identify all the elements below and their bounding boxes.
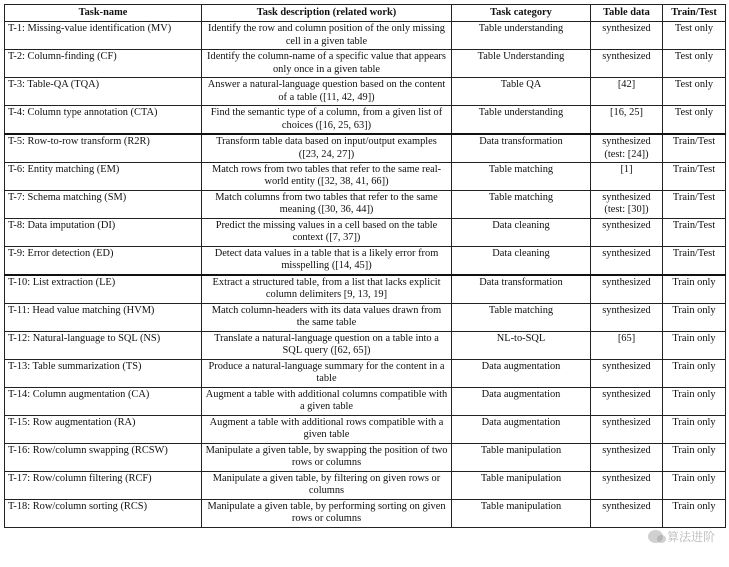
task-category-cell: Data transformation	[452, 134, 591, 162]
task-description-cell: Transform table data based on input/output examples ([23, 24, 27])	[202, 134, 452, 162]
task-category-cell: Table matching	[452, 191, 591, 219]
task-name-cell: T-6: Entity matching (EM)	[5, 163, 202, 191]
task-category-cell: Table matching	[452, 303, 591, 331]
task-category-cell: Table matching	[452, 163, 591, 191]
task-description-cell: Identify the column-name of a specific value that appears only once in a given table	[202, 50, 452, 78]
task-name-cell: T-15: Row augmentation (RA)	[5, 415, 202, 443]
train-test-cell: Train/Test	[663, 219, 726, 247]
task-category-cell: Data augmentation	[452, 359, 591, 387]
task-category-cell: Table understanding	[452, 106, 591, 134]
task-description-cell: Match rows from two tables that refer to the same real-world entity ([32, 38, 41, 66])	[202, 163, 452, 191]
task-name-cell: T-5: Row-to-row transform (R2R)	[5, 134, 202, 162]
train-test-cell: Train only	[663, 387, 726, 415]
task-category-cell: NL-to-SQL	[452, 331, 591, 359]
table-data-cell: synthesized	[591, 275, 663, 303]
table-row	[5, 22, 726, 50]
table-data-cell: synthesized	[591, 471, 663, 499]
table-data-cell: synthesized	[591, 50, 663, 78]
table-row	[5, 359, 726, 387]
task-name-cell: T-11: Head value matching (HVM)	[5, 303, 202, 331]
train-test-cell: Train/Test	[663, 191, 726, 219]
task-description-cell: Augment a table with additional columns compatible with a given table	[202, 387, 452, 415]
header-table-data: Table data	[591, 5, 663, 22]
table-row	[5, 275, 726, 303]
train-test-cell: Train only	[663, 275, 726, 303]
header-task-category: Task category	[452, 5, 591, 22]
table-data-cell: synthesized	[591, 303, 663, 331]
task-category-cell: Table QA	[452, 78, 591, 106]
task-category-cell: Data transformation	[452, 275, 591, 303]
table-row	[5, 331, 726, 359]
task-table	[4, 4, 726, 528]
table-data-cell: synthesized	[591, 387, 663, 415]
task-name-cell: T-14: Column augmentation (CA)	[5, 387, 202, 415]
train-test-cell: Train only	[663, 331, 726, 359]
table-row	[5, 163, 726, 191]
task-description-cell: Answer a natural-language question based on the content of a table ([11, 42, 49])	[202, 78, 452, 106]
table-row	[5, 134, 726, 162]
train-test-cell: Test only	[663, 50, 726, 78]
task-category-cell: Table manipulation	[452, 443, 591, 471]
task-description-cell: Match columns from two tables that refer to the same meaning ([30, 36, 44])	[202, 191, 452, 219]
task-description-cell: Augment a table with additional rows compatible with a given table	[202, 415, 452, 443]
table-data-cell: [42]	[591, 78, 663, 106]
table-row	[5, 415, 726, 443]
watermark-text: 算法进阶	[666, 530, 715, 544]
header-row	[5, 5, 726, 22]
table-row	[5, 303, 726, 331]
task-description-cell: Produce a natural-language summary for the content in a table	[202, 359, 452, 387]
task-description-cell: Manipulate a given table, by filtering on given rows or columns	[202, 471, 452, 499]
table-data-cell: synthesized	[591, 359, 663, 387]
task-name-cell: T-12: Natural-language to SQL (NS)	[5, 331, 202, 359]
task-category-cell: Table understanding	[452, 22, 591, 50]
task-description-cell: Match column-headers with its data values drawn from the same table	[202, 303, 452, 331]
header-task-description: Task description (related work)	[202, 5, 452, 22]
table-data-cell: synthesized	[591, 219, 663, 247]
task-name-cell: T-4: Column type annotation (CTA)	[5, 106, 202, 134]
task-name-cell: T-16: Row/column swapping (RCSW)	[5, 443, 202, 471]
train-test-cell: Test only	[663, 106, 726, 134]
task-category-cell: Data augmentation	[452, 415, 591, 443]
task-table-body	[5, 22, 726, 527]
task-category-cell: Table manipulation	[452, 471, 591, 499]
train-test-cell: Train only	[663, 471, 726, 499]
train-test-cell: Train/Test	[663, 163, 726, 191]
table-row	[5, 78, 726, 106]
table-row	[5, 471, 726, 499]
task-description-cell: Detect data values in a table that is a likely error from misspelling ([14, 45])	[202, 247, 452, 275]
train-test-cell: Test only	[663, 78, 726, 106]
task-description-cell: Identify the row and column position of the only missing cell in a given table	[202, 22, 452, 50]
train-test-cell: Train only	[663, 499, 726, 527]
table-data-cell: [16, 25]	[591, 106, 663, 134]
task-name-cell: T-3: Table-QA (TQA)	[5, 78, 202, 106]
train-test-cell: Train/Test	[663, 247, 726, 275]
task-description-cell: Find the semantic type of a column, from a given list of choices ([16, 25, 63])	[202, 106, 452, 134]
task-category-cell: Data cleaning	[452, 247, 591, 275]
task-description-cell: Manipulate a given table, by performing sorting on given rows or columns	[202, 499, 452, 527]
train-test-cell: Train only	[663, 359, 726, 387]
task-description-cell: Manipulate a given table, by swapping the position of two rows or columns	[202, 443, 452, 471]
task-name-cell: T-2: Column-finding (CF)	[5, 50, 202, 78]
task-name-cell: T-13: Table summarization (TS)	[5, 359, 202, 387]
task-name-cell: T-18: Row/column sorting (RCS)	[5, 499, 202, 527]
task-name-cell: T-17: Row/column filtering (RCF)	[5, 471, 202, 499]
task-category-cell: Table manipulation	[452, 499, 591, 527]
table-row	[5, 50, 726, 78]
table-row	[5, 387, 726, 415]
task-description-cell: Predict the missing values in a cell based on the table context ([7, 37])	[202, 219, 452, 247]
task-name-cell: T-8: Data imputation (DI)	[5, 219, 202, 247]
task-category-cell: Table Understanding	[452, 50, 591, 78]
table-data-cell: synthesized	[591, 415, 663, 443]
header-train-test: Train/Test	[663, 5, 726, 22]
table-row	[5, 106, 726, 134]
wechat-icon	[648, 530, 663, 543]
table-data-cell: [65]	[591, 331, 663, 359]
train-test-cell: Train only	[663, 303, 726, 331]
task-description-cell: Translate a natural-language question on a table into a SQL query ([62, 65])	[202, 331, 452, 359]
table-row	[5, 191, 726, 219]
task-description-cell: Extract a structured table, from a list that lacks explicit column delimiters [9, 13, 19]	[202, 275, 452, 303]
task-category-cell: Data augmentation	[452, 387, 591, 415]
train-test-cell: Train only	[663, 443, 726, 471]
table-data-cell: synthesized	[591, 247, 663, 275]
table-data-cell: synthesized (test: [24])	[591, 134, 663, 162]
header-task-name: Task-name	[5, 5, 202, 22]
table-row	[5, 499, 726, 527]
task-name-cell: T-9: Error detection (ED)	[5, 247, 202, 275]
table-row	[5, 219, 726, 247]
task-name-cell: T-7: Schema matching (SM)	[5, 191, 202, 219]
table-data-cell: [1]	[591, 163, 663, 191]
watermark	[648, 528, 715, 545]
task-name-cell: T-1: Missing-value identification (MV)	[5, 22, 202, 50]
table-data-cell: synthesized	[591, 22, 663, 50]
task-name-cell: T-10: List extraction (LE)	[5, 275, 202, 303]
task-category-cell: Data cleaning	[452, 219, 591, 247]
table-data-cell: synthesized	[591, 499, 663, 527]
train-test-cell: Train only	[663, 415, 726, 443]
table-row	[5, 247, 726, 275]
table-data-cell: synthesized (test: [30])	[591, 191, 663, 219]
table-row	[5, 443, 726, 471]
table-data-cell: synthesized	[591, 443, 663, 471]
train-test-cell: Train/Test	[663, 134, 726, 162]
train-test-cell: Test only	[663, 22, 726, 50]
